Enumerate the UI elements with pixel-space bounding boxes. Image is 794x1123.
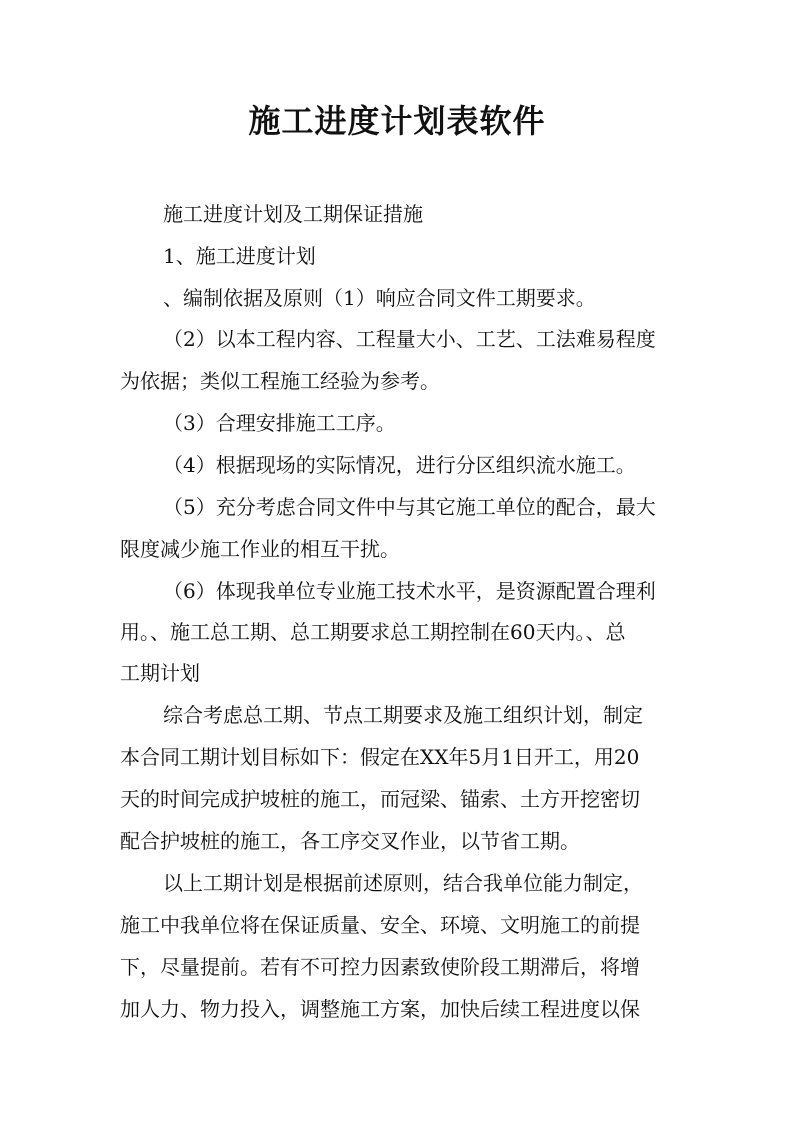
text-line: 、编制依据及原则（1）响应合同文件工期要求。 [163,286,596,310]
subsection-heading: 1、施工进度计划 [163,244,316,268]
text-line: （2）以本工程内容、工程量大小、工艺、工法难易程度 [163,327,656,351]
text-line: 综合考虑总工期、节点工期要求及施工组织计划，制定 [163,703,643,727]
text-line: 限度减少施工作业的相互干扰。 [120,537,400,561]
text-line: 工期计划 [120,661,200,685]
text-line: 加人力、物力投入，调整施工方案，加快后续工程进度以保 [120,997,640,1021]
text-line: （6）体现我单位专业施工技术水平，是资源配置合理利 [163,579,656,603]
text-line: 以上工期计划是根据前述原则，结合我单位能力制定， [163,871,643,895]
text-line: 天的时间完成护坡桩的施工，而冠梁、锚索、土方开挖密切 [120,787,640,811]
text-line: 施工中我单位将在保证质量、安全、环境、文明施工的前提 [120,913,640,937]
text-line: 用。、施工总工期、总工期要求总工期控制在60天内。、总 [120,620,626,644]
text-line: （4）根据现场的实际情况，进行分区组织流水施工。 [163,453,636,477]
text-line: 为依据；类似工程施工经验为参考。 [120,369,440,393]
text-line: （3）合理安排施工工序。 [163,411,396,435]
text-line: （5）充分考虑合同文件中与其它施工单位的配合，最大 [163,495,656,519]
text-line: 下，尽量提前。若有不可控力因素致使阶段工期滞后，将增 [120,955,640,979]
text-line: 本合同工期计划目标如下：假定在XX年5月1日开工，用20 [120,745,640,769]
section-heading: 施工进度计划及工期保证措施 [163,202,423,226]
document-title: 施工进度计划表软件 [248,102,546,140]
text-line: 配合护坡桩的施工，各工序交叉作业，以节省工期。 [120,829,580,853]
